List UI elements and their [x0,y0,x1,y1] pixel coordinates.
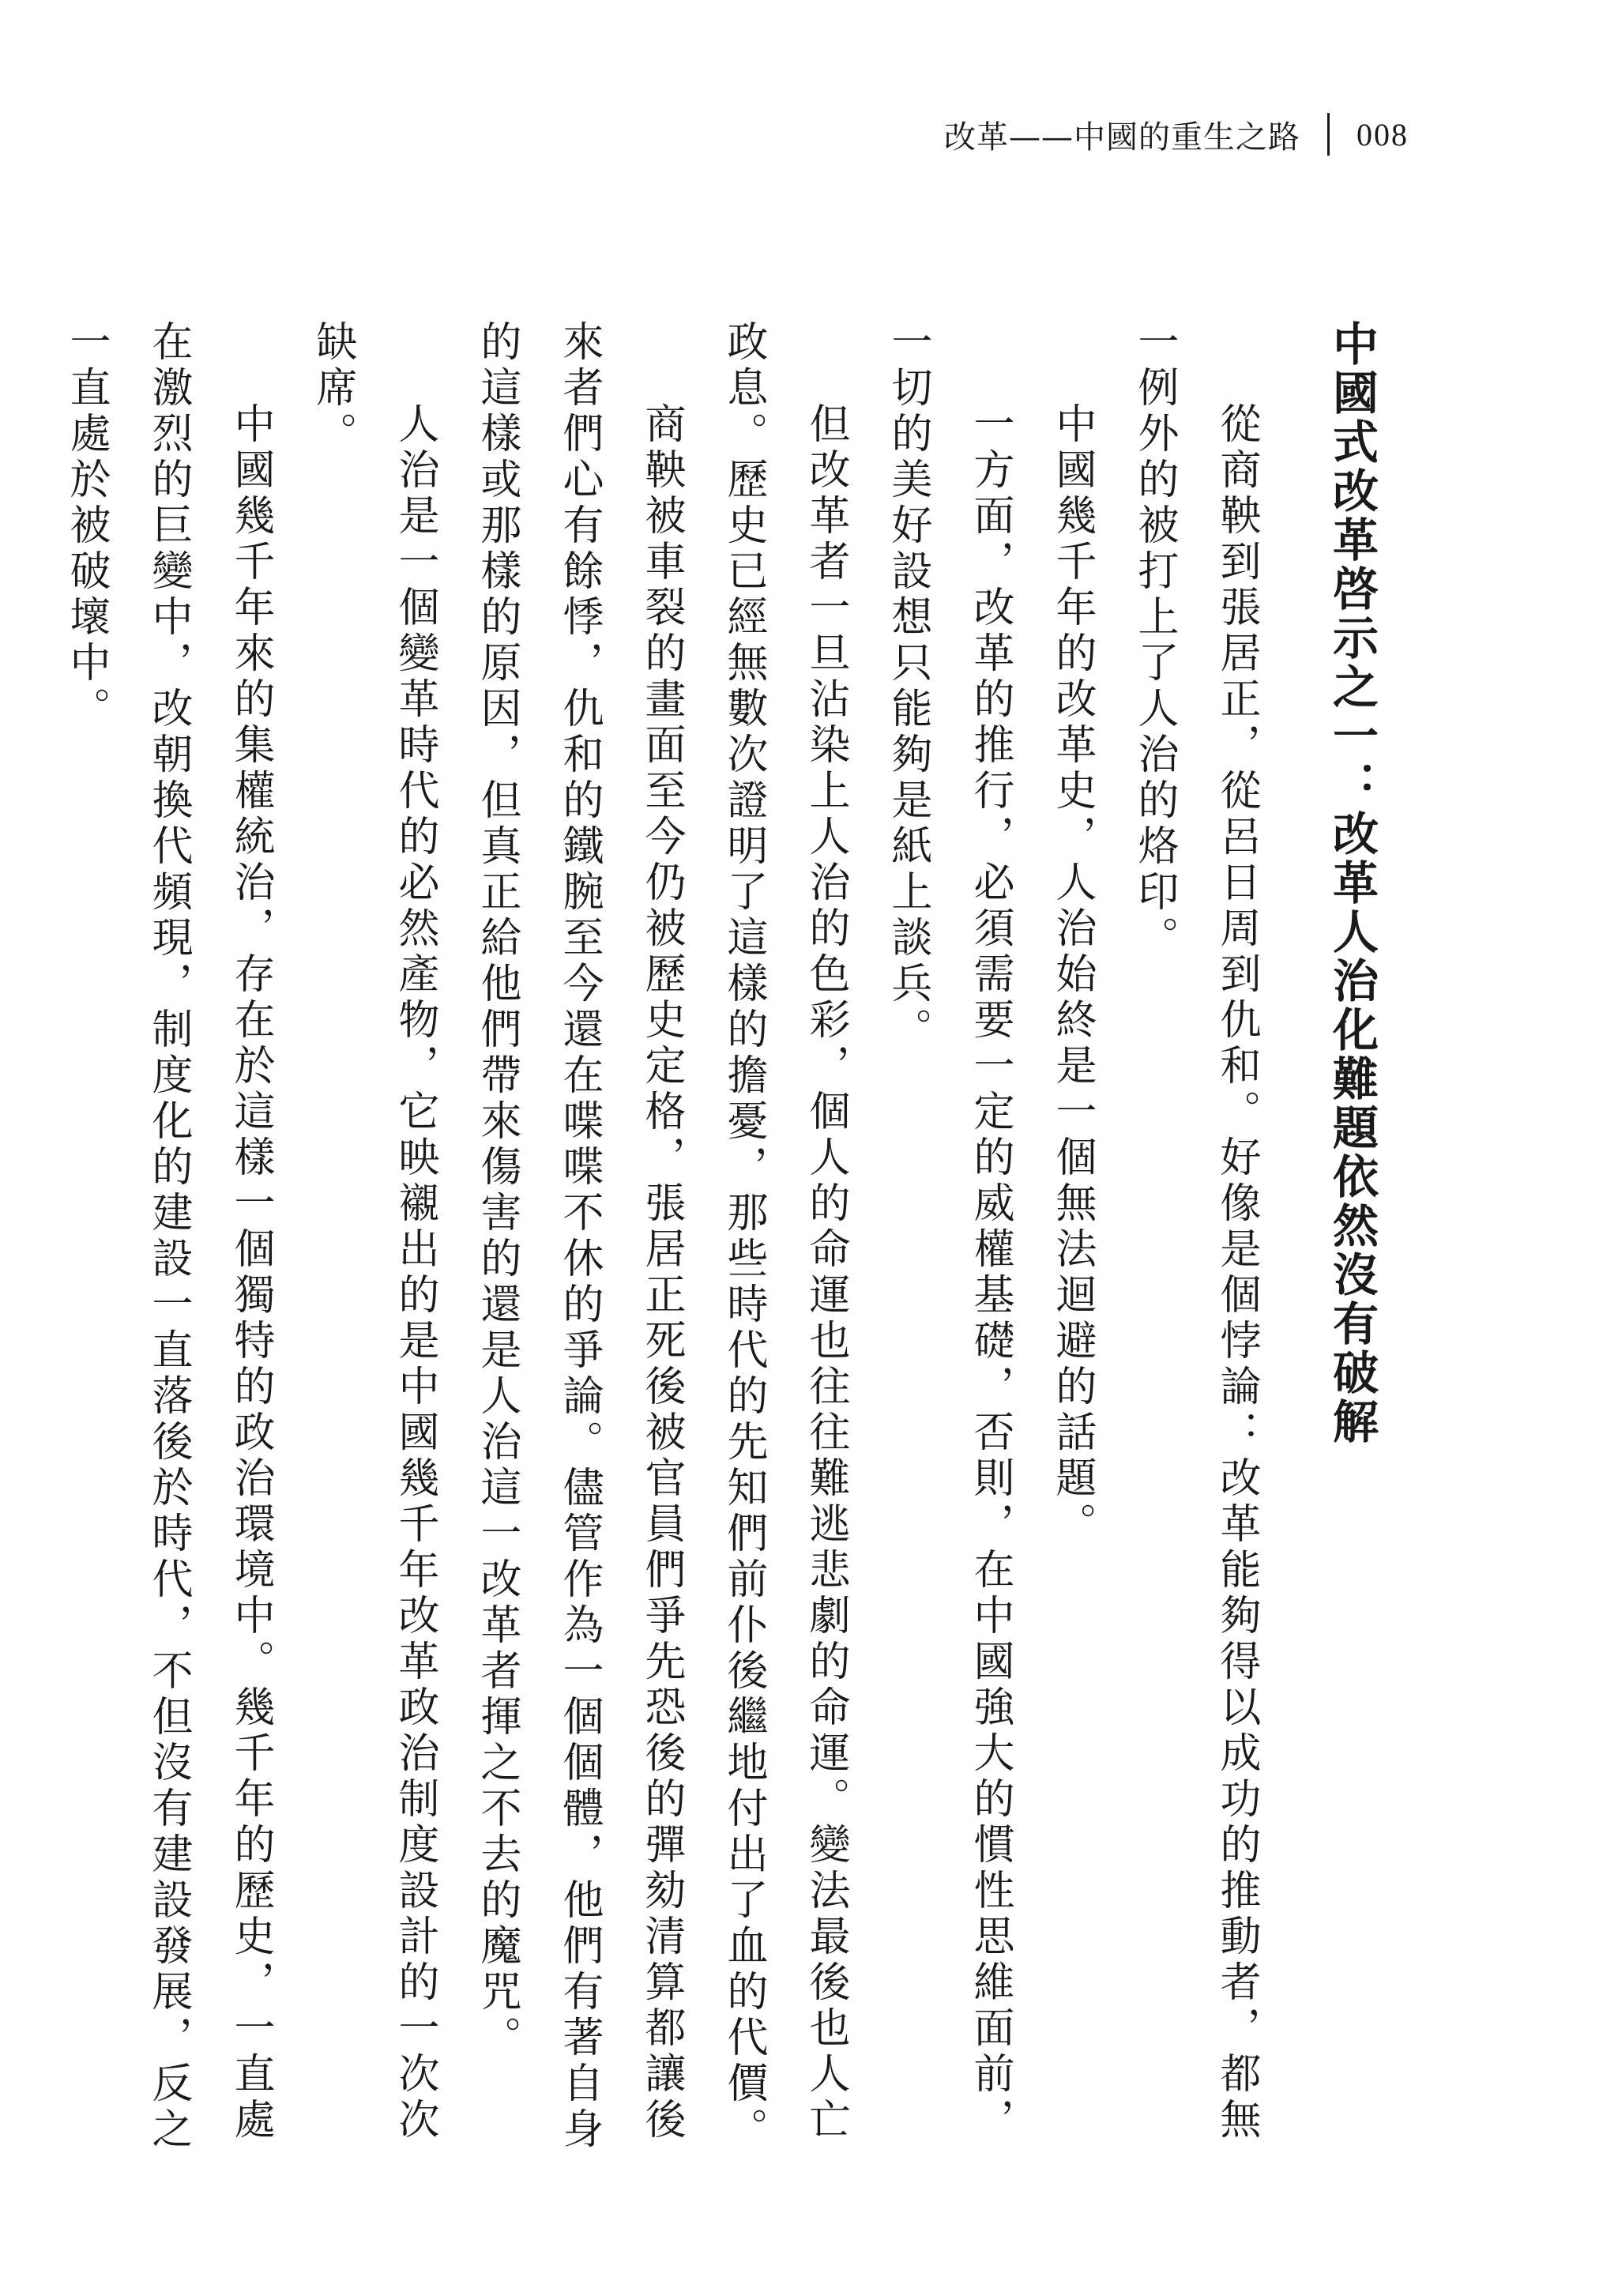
book-title: 改革——中國的重生之路 [944,119,1300,156]
paragraph-5: 商鞅被車裂的畫面至今仍被歷史定格，張居正死後被官員們爭先恐後的彈劾清算都讓後來者們心有餘悸，仇和的鐵腕至今還在喋喋不休的爭論。儘管作為一個個體，他們有著自身的這樣或那樣的原因，但真正給他們帶來傷害的還是人治這一改革者揮之不去的魔咒。 [473,320,685,2153]
running-header [944,111,1409,158]
paragraph-4: 但改革者一旦沾染上人治的色彩，個人的命運也往往難逃悲劇的命運。變法最後也人亡政息。歷史已經無數次證明了這樣的擔憂，那些時代的先知們前仆後繼地付出了血的代價。 [720,320,849,2153]
paragraph-6: 人治是一個變革時代的必然產物，它映襯出的是中國幾千年改革政治制度設計的一次次缺席。 [309,320,438,2144]
paragraph-3: 一方面，改革的推行，必須需要一定的威權基礎，否則，在中國強大的慣性思維面前，一切的美好設想只能夠是紙上談兵。 [884,320,1014,2144]
page-number: 008 [1356,116,1409,152]
header-divider [1327,113,1330,156]
paragraph-2: 中國幾千年的改革史，人治始終是一個無法迴避的話題。 [1048,402,1096,1548]
vertical-text-block [62,320,1393,2153]
paragraph-7: 中國幾千年來的集權統治，存在於這樣一個獨特的政治環境中。幾千年的歷史，一直處在激烈的巨變中，改朝換代頻現，制度化的建設一直落後於時代，不但沒有建設發展，反之一直處於被破壞中。 [62,320,274,2153]
section-heading: 中國式改革啓示之一：改革人治化難題依然沒有破解 [1325,320,1379,1447]
paragraph-1: 從商鞅到張居正，從呂日周到仇和。好像是個悖論：改革能夠得以成功的推動者，都無一例外的被打上了人治的烙印。 [1131,320,1260,2144]
